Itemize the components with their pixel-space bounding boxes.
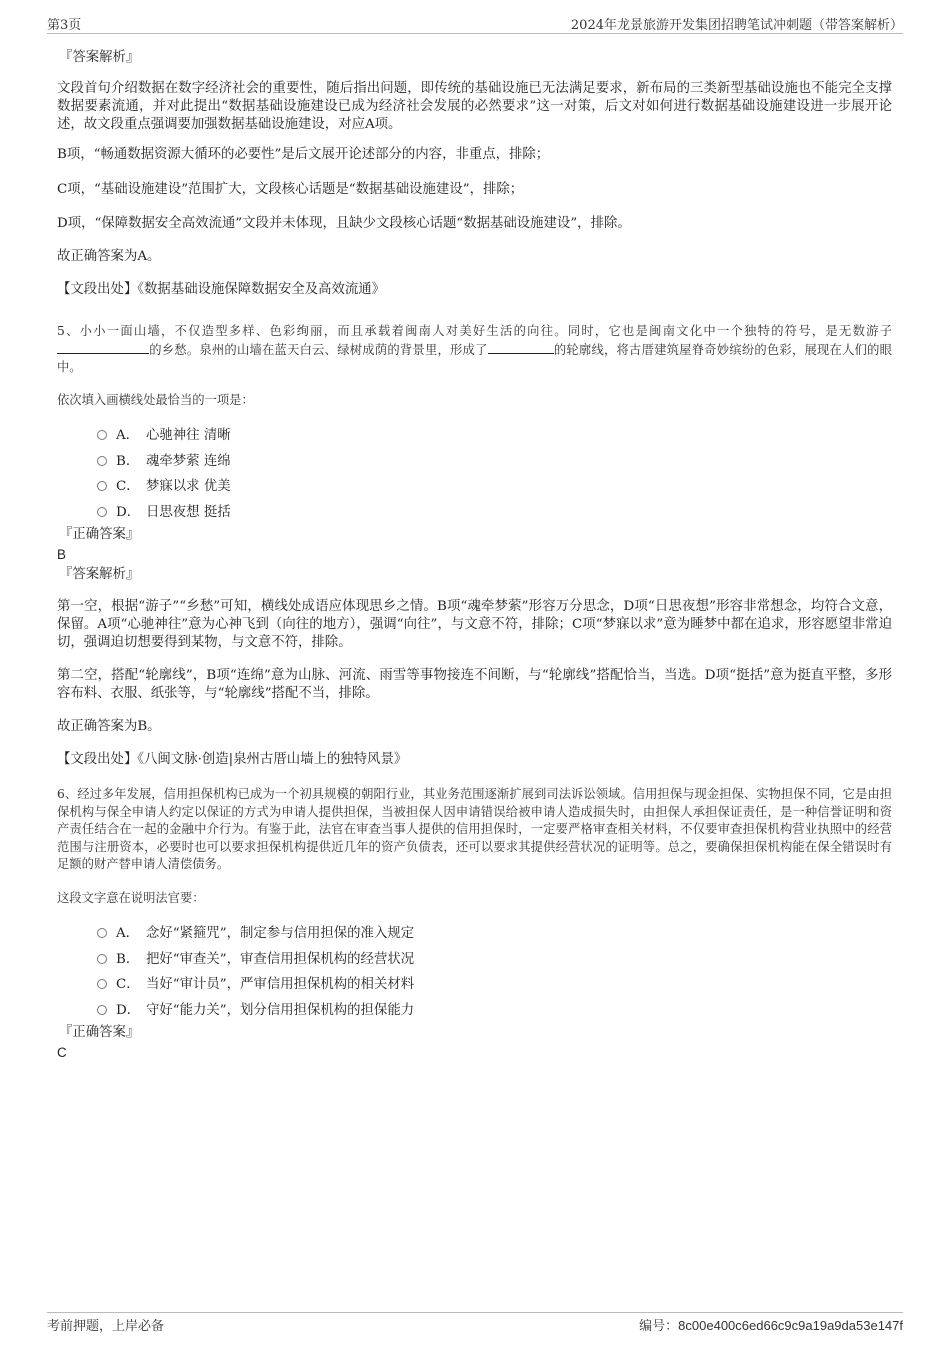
q5-option-a[interactable]: A． 心驰神往 清晰 (97, 423, 892, 449)
q6-option-b[interactable]: B． 把好“审查关”，审查信用担保机构的经营状况 (97, 947, 892, 973)
radio-icon[interactable] (97, 928, 107, 938)
q5-answer-label: 『正确答案』 (59, 527, 140, 542)
page-content (57, 48, 892, 1063)
q5-analysis-paragraph-2: 第二空，搭配“轮廓线”，B项“连绵”意为山脉、河流、雨雪等事物接连不间断，与“轮廓线”搭配恰当，当选。D项“挺括”意为挺直平整，多形容布料、衣服、纸张等，与“轮廓线”搭配不当，排除。 (57, 668, 892, 701)
q4-analysis-paragraph-3: C项，“基础设施建设”范围扩大，文段核心话题是“数据基础设施建设”，排除； (57, 182, 524, 197)
q5-answer: B (57, 547, 66, 562)
radio-icon[interactable] (97, 979, 107, 989)
radio-icon[interactable] (97, 430, 107, 440)
q6-answer: C (57, 1045, 67, 1060)
q4-conclusion: 故正确答案为A。 (57, 249, 161, 264)
radio-icon[interactable] (97, 954, 107, 964)
document-title: 2024年龙景旅游开发集团招聘笔试冲刺题（带答案解析） (570, 18, 903, 33)
q5-option-b[interactable]: B． 魂牵梦萦 连绵 (97, 449, 892, 475)
q4-source: 【文段出处】《数据基础设施保障数据安全及高效流通》 (57, 282, 386, 297)
q4-analysis-paragraph-2: B项，“畅通数据资源大循环的必要性”是后文展开论述部分的内容，非重点，排除； (57, 147, 550, 162)
radio-icon[interactable] (97, 481, 107, 491)
q6-options (57, 921, 892, 1023)
page-number: 第3页 (47, 18, 82, 33)
q6-option-c[interactable]: C． 当好“审计员”，严审信用担保机构的相关材料 (97, 972, 892, 998)
q5-conclusion: 故正确答案为B。 (57, 719, 161, 734)
q6-stem: 6、经过多年发展，信用担保机构已成为一个初具规模的朝阳行业，其业务范围逐渐扩展到司法诉讼领域。信用担保与现金担保、实物担保不同，它是由担保机构与保全申请人约定以保证的方式为申请人提供担保，当被担保人因申请错误给被申请人造成损失时，由担保人承担保证责任，是一种信誉证明和资产责任结合在一起的金融中介行为。有鉴于此，法官在审查当事人提供的信用担保时，一定要严格审查相关材料，不仅要审查担保机构营业执照中的经营范围与注册资本，必要时也可以要求担保机构提供近几年的资产负债表，还可以要求其提供经营状况的证明等。总之，要确保担保机构能在保全错误时有足额的财产替申请人清偿债务。 (57, 787, 892, 871)
q5-options (57, 423, 892, 525)
q5-blank-2 (488, 341, 554, 354)
q5-source: 【文段出处】《八闽文脉·创造|泉州古厝山墙上的独特风景》 (57, 752, 408, 767)
q5-stem: 5、小小一面山墙，不仅造型多样、色彩绚丽，而且承载着闽南人对美好生活的向往。同时，它也是闽南文化中一个独特的符号，是无数游子的乡愁。泉州的山墙在蓝天白云、绿树成荫的背景里，形成了 的轮廓线，将古厝建筑屋脊奇妙缤纷的色彩，展现在人们的眼中。 (57, 324, 892, 374)
radio-icon[interactable] (97, 456, 107, 466)
q4-analysis-paragraph-4: D项，“保障数据安全高效流通”文段并未体现，且缺少文段核心话题“数据基础设施建设”，排除。 (57, 216, 631, 231)
q5-analysis-paragraph-1: 第一空，根据“游子”“乡愁”可知，横线处成语应体现思乡之情。B项“魂牵梦萦”形容万分思念，D项“日思夜想”形容非常想念，均符合文意，保留。A项“心驰神往”意为心神飞到（向往的地方），强调“向往”，与文意不符，排除；C项“梦寐以求”意为睡梦中都在追求，形容愿望非常迫切，强调迫切想要得到某物，与文意不符，排除。 (57, 599, 892, 650)
q6-answer-label: 『正确答案』 (59, 1025, 140, 1040)
page-header (47, 14, 903, 34)
q5-prompt: 依次填入画横线处最恰当的一项是： (57, 392, 254, 407)
document-code: 编号：8c00e400c6ed66c9c9a19a9da53e147f (639, 1318, 903, 1333)
q6-option-a[interactable]: A． 念好“紧箍咒”，制定参与信用担保的准入规定 (97, 921, 892, 947)
page-footer (47, 1312, 903, 1334)
q4-analysis-paragraph-1: 文段首句介绍数据在数字经济社会的重要性，随后指出问题，即传统的基础设施已无法满足要求，新布局的三类新型基础设施也不能完全支撑数据要素流通，并对此提出“数据基础设施建设已成为经济社会发展的必然要求”这一对策，后文对如何进行数据基础设施建设进一步展开论述，故文段重点强调要加强数据基础设施建设，对应A项。 (57, 81, 892, 132)
radio-icon[interactable] (97, 1005, 107, 1015)
q5-blank-1 (57, 341, 149, 354)
q5-analysis-label: 『答案解析』 (59, 567, 140, 582)
q4-analysis-label: 『答案解析』 (59, 50, 140, 65)
q5-option-c[interactable]: C． 梦寐以求 优美 (97, 474, 892, 500)
q6-prompt: 这段文字意在说明法官要： (57, 890, 205, 905)
q6-option-d[interactable]: D． 守好“能力关”，划分信用担保机构的担保能力 (97, 998, 892, 1024)
radio-icon[interactable] (97, 507, 107, 517)
q5-option-d[interactable]: D． 日思夜想 挺括 (97, 500, 892, 526)
footer-slogan: 考前押题，上岸必备 (47, 1319, 165, 1334)
